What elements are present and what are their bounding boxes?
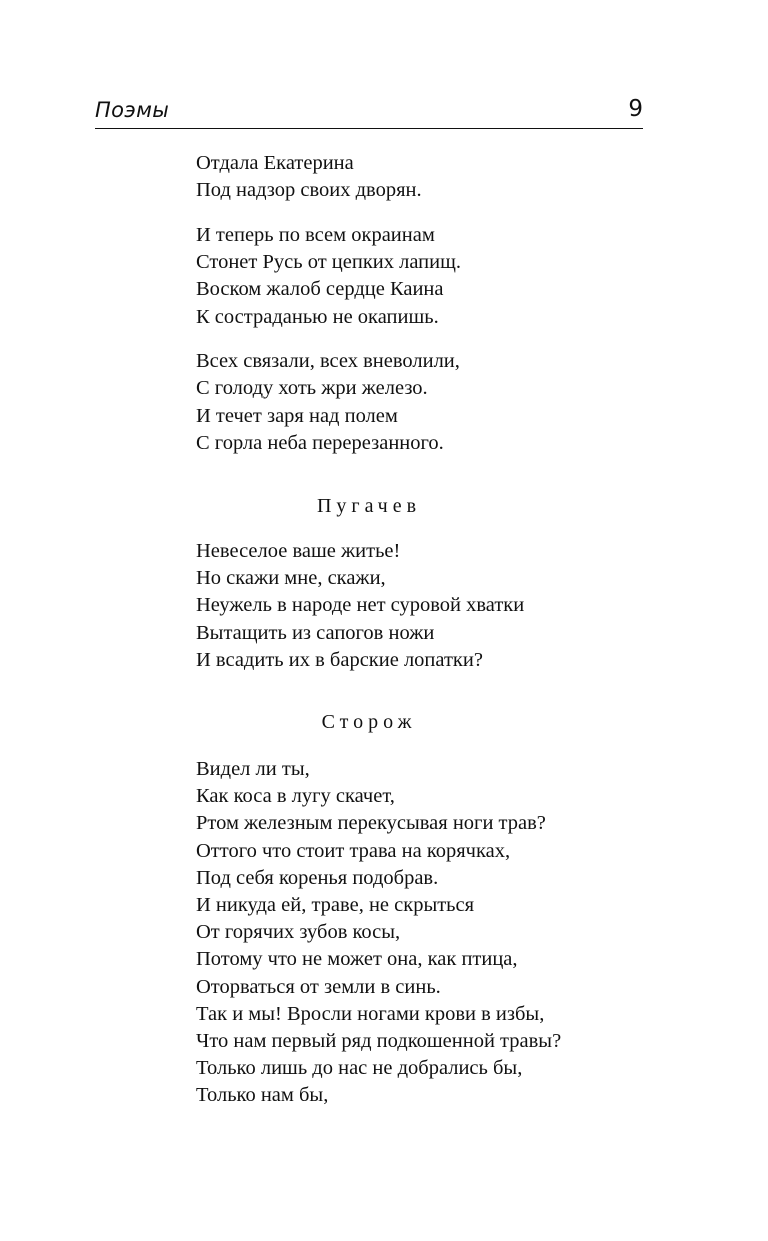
verse-line: К состраданью не окапишь.	[196, 305, 439, 328]
page-number: 9	[628, 96, 643, 122]
verse-line: Так и мы! Вросли ногами крови в избы,	[196, 1002, 545, 1025]
verse-line: Как коса в лугу скачет,	[196, 785, 395, 808]
verse-line: Потому что не может она, как птица,	[196, 948, 518, 971]
verse-line: От горячих зубов косы,	[196, 921, 401, 944]
running-title: Поэмы	[95, 98, 170, 122]
poem-text-top	[196, 150, 696, 457]
verse-line: Стонет Русь от цепких лапищ.	[196, 251, 462, 274]
pugachev-speech	[196, 538, 696, 674]
verse-line: Ртом железным перекусывая ноги трав?	[196, 812, 546, 835]
speaker-pugachev: Пугачев	[316, 495, 422, 517]
verse-line: Невеселое ваше житье!	[196, 540, 401, 562]
verse-line: Воском жалоб сердце Каина	[196, 278, 444, 301]
verse-line: С голоду хоть жри железо.	[196, 377, 428, 400]
verse-line: Только нам бы,	[196, 1084, 329, 1107]
stanza-1	[196, 150, 696, 204]
verse-line: Отдала Екатерина	[196, 152, 354, 174]
verse-line: Что нам первый ряд подкошенной травы?	[196, 1030, 562, 1053]
verse-line: И течет заря над полем	[196, 404, 398, 427]
verse-line: Под надзор своих дворян.	[196, 179, 422, 202]
verse-line: И никуда ей, траве, не скрыться	[196, 894, 475, 917]
verse-line: Только лишь до нас не добрались бы,	[196, 1057, 523, 1080]
verse-line: Оторваться от земли в синь.	[196, 975, 441, 998]
verse-line: Всех связали, всех вневолили,	[196, 350, 460, 373]
verse-line: Видел ли ты,	[196, 758, 310, 780]
stanza-2	[196, 222, 696, 331]
verse-line: Но скажи мне, скажи,	[196, 567, 386, 590]
storozh-speech	[196, 756, 696, 1110]
verse-line: Неужель в народе нет суровой хватки	[196, 594, 525, 617]
verse-line: Вытащить из сапогов ножи	[196, 621, 435, 644]
verse-line: И теперь по всем окраинам	[196, 223, 435, 246]
verse-line: Под себя коренья подобрав.	[196, 866, 439, 889]
verse-line: И всадить их в барские лопатки?	[196, 648, 483, 671]
stanza-3	[196, 348, 696, 457]
verse-line: Оттого что стоит трава на корячках,	[196, 839, 511, 862]
running-header	[95, 96, 643, 129]
speaker-storozh: Сторож	[321, 711, 417, 733]
verse-line: С горла неба перерезанного.	[196, 431, 444, 454]
